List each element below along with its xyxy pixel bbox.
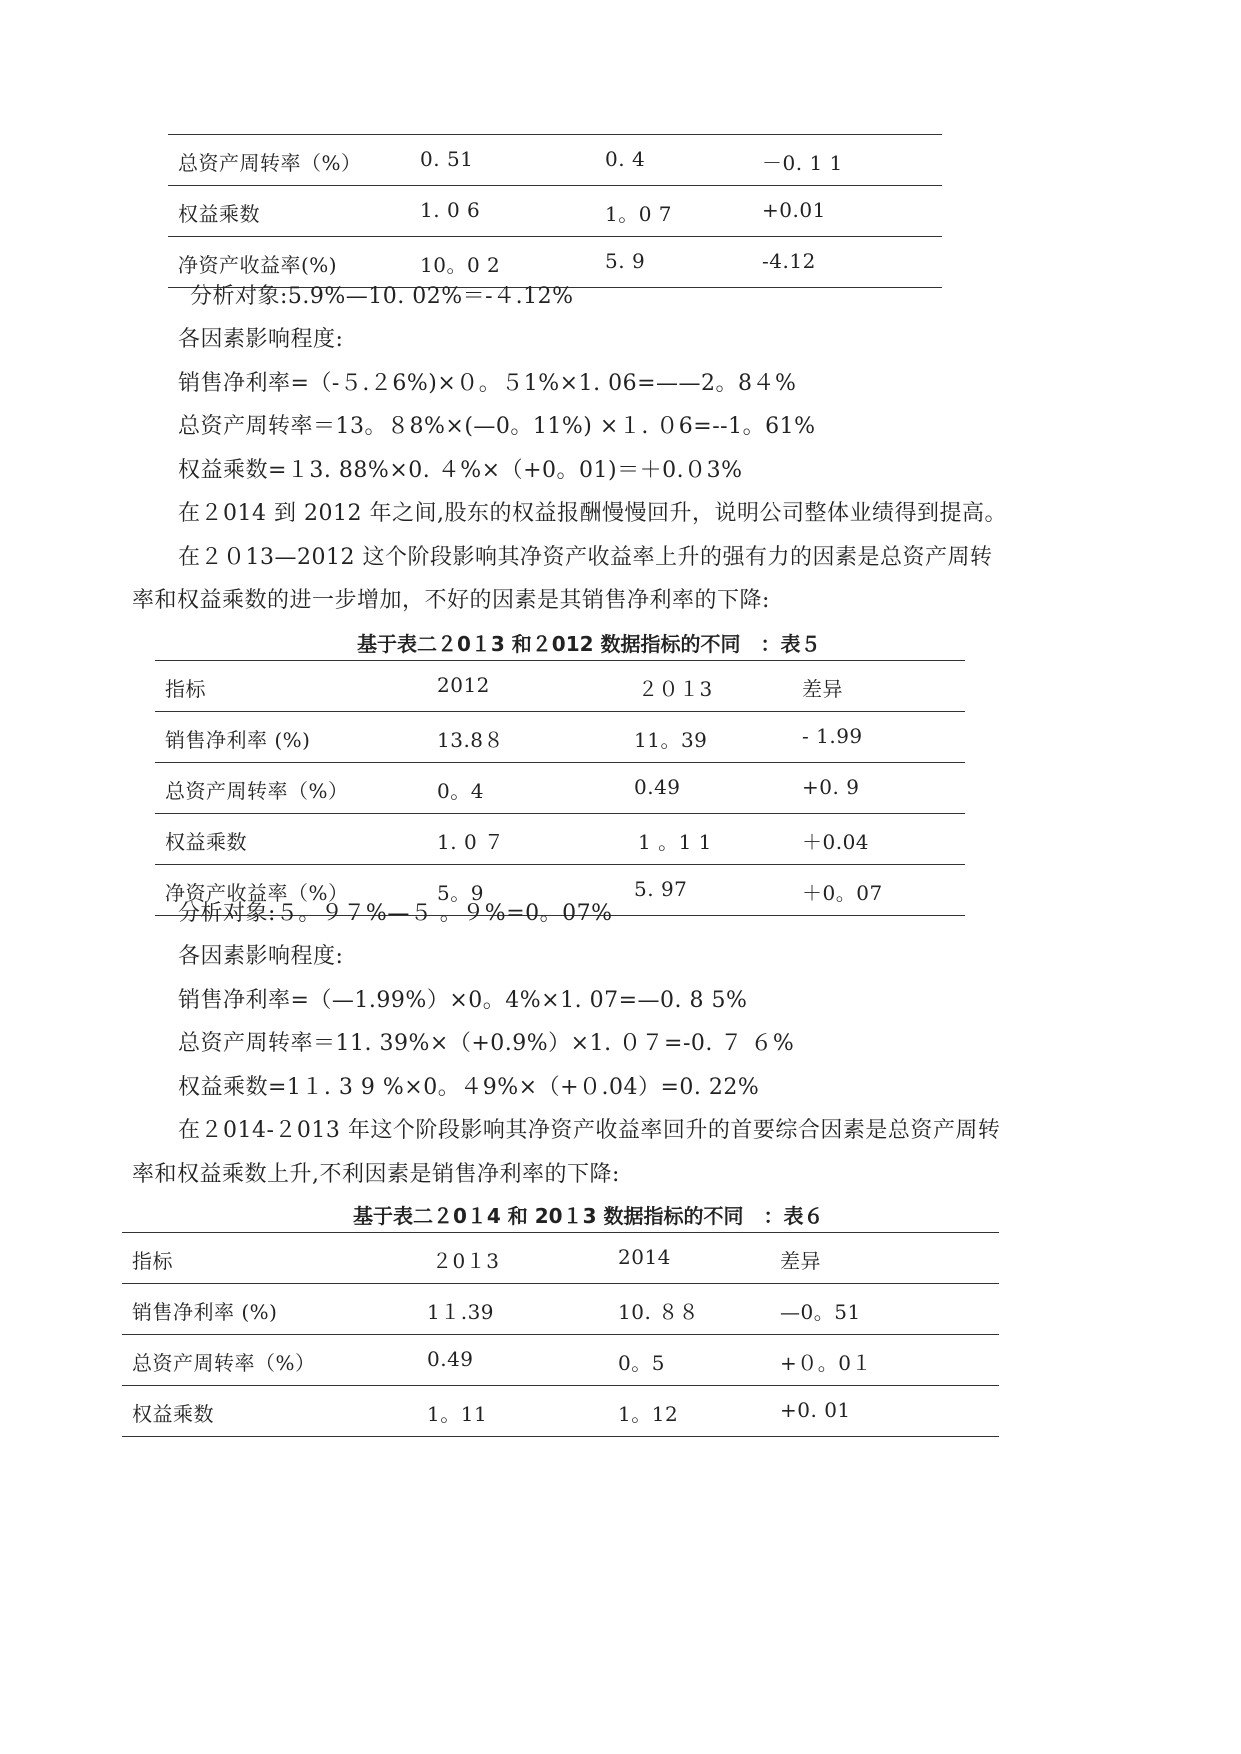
table-cell: 1。0 7	[605, 202, 673, 226]
table-cell: 2012	[437, 673, 490, 697]
factor-equity-multiplier: 权益乘数=１3. 88%×0. ４%×（+0。01)＝＋0.０3%	[178, 458, 743, 483]
table-cell: 总资产周转率（%）	[178, 151, 362, 175]
factors-title: 各因素影响程度:	[178, 944, 344, 969]
table-cell: 1１.39	[427, 1300, 495, 1324]
table-row	[155, 814, 965, 865]
table-cell: 10. ８８	[618, 1300, 700, 1324]
table-cell: +0. 9	[802, 775, 860, 799]
table-cell: 0.49	[634, 775, 681, 799]
table-cell: 11。39	[634, 728, 708, 752]
factors-title: 各因素影响程度:	[178, 327, 344, 352]
table-cell: 权益乘数	[178, 202, 260, 226]
paragraph: 率和权益乘数的进一步增加，不好的因素是其销售净利率的下降:	[132, 588, 770, 613]
table-cell: 0。4	[437, 779, 484, 803]
table-cell: 1. 0 ７	[437, 830, 505, 854]
table-cell: 5。9	[437, 881, 484, 905]
paragraph: 率和权益乘数上升,不利因素是销售净利率的下降:	[132, 1162, 620, 1187]
table-cell: 总资产周转率（%）	[132, 1351, 316, 1375]
factor-net-profit-margin: 销售净利率=（—1.99%）×0。4%×1. 07=—0. 8 5%	[178, 988, 748, 1013]
table-cell: 5. 9	[605, 249, 646, 273]
table-row	[122, 1335, 999, 1386]
table-cell: 1 。1 1	[638, 830, 712, 854]
table-cell: 0。5	[618, 1351, 665, 1375]
paragraph: 在２０13—2012 这个阶段影响其净资产收益率上升的强有力的因素是总资产周转	[178, 545, 993, 570]
table-cell: +0. 01	[780, 1398, 851, 1422]
table-row	[155, 660, 965, 712]
table-cell: 1。12	[618, 1402, 679, 1426]
table-5	[155, 660, 965, 916]
table-cell: 指标	[132, 1249, 173, 1273]
table-6	[122, 1232, 999, 1437]
analysis-object: 分析对象:5.9%—10. 02%＝-４.12%	[190, 284, 574, 309]
table-cell: 5. 97	[634, 877, 688, 901]
table-cell: 1。11	[427, 1402, 488, 1426]
table-cell: ＋0.04	[802, 830, 870, 854]
table-cell: ＋0。07	[802, 881, 883, 905]
table-cell: 权益乘数	[165, 830, 247, 854]
table-cell: +0.01	[762, 198, 826, 222]
table-cell: 差异	[780, 1249, 821, 1273]
table-row	[155, 712, 965, 763]
factor-equity-multiplier: 权益乘数=1１. 3 9 %×0。４9%×（+０.04）=0. 22%	[178, 1075, 760, 1100]
table-cell: 0. 4	[605, 147, 646, 171]
table-cell: 13.8８	[437, 728, 505, 752]
table-cell: +０。0１	[780, 1351, 872, 1375]
table-row	[168, 134, 942, 186]
table-cell: 指标	[165, 677, 206, 701]
table-cell: - 1.99	[802, 724, 863, 748]
table-cell: 权益乘数	[132, 1402, 214, 1426]
table-row	[122, 1284, 999, 1335]
table-top	[168, 134, 942, 288]
table-cell: 差异	[802, 677, 843, 701]
paragraph: 在２014 到 2012 年之间,股东的权益报酬慢慢回升，说明公司整体业绩得到提高。	[178, 501, 1007, 526]
table-cell: -4.12	[762, 249, 816, 273]
table-row	[122, 1232, 999, 1284]
table-cell: 销售净利率 (%)	[165, 728, 311, 752]
table-cell: 2014	[618, 1245, 671, 1269]
factor-net-profit-margin: 销售净利率=（-５.２6%)×０。５1%×1. 06=——2。8４%	[178, 371, 797, 396]
table-row	[155, 763, 965, 814]
table-caption: 基于表二２0１4 和 20１3 数据指标的不同 ：表６	[353, 1204, 824, 1228]
table-cell: 总资产周转率（%）	[165, 779, 349, 803]
table-cell: 0.49	[427, 1347, 474, 1371]
table-cell: 1. 0 6	[420, 198, 481, 222]
table-cell: 净资产收益率（%）	[165, 881, 349, 905]
factor-asset-turnover: 总资产周转率＝13。８8%×(—0。11%) ×１. ０6=--1。61%	[178, 414, 816, 439]
table-caption: 基于表二２0１3 和２012 数据指标的不同 ：表５	[357, 632, 821, 656]
table-cell: ２0１3	[432, 1249, 500, 1273]
table-cell: 10。0 2	[420, 253, 501, 277]
table-row	[122, 1386, 999, 1437]
table-cell: —0。51	[780, 1300, 861, 1324]
table-cell: 0. 51	[420, 147, 474, 171]
table-cell: －0. 1 1	[762, 151, 843, 175]
table-cell: ２０１3	[638, 677, 713, 701]
table-cell: 销售净利率 (%)	[132, 1300, 278, 1324]
table-cell: 净资产收益率(%)	[178, 253, 338, 277]
analysis-object: 分析对象:５。９７%—５ 。９%=0。07%	[178, 901, 613, 926]
factor-asset-turnover: 总资产周转率＝11. 39%×（+0.9%）×1. ０７=-0. ７ ６%	[178, 1031, 795, 1056]
table-row	[168, 186, 942, 237]
paragraph: 在２014-２013 年这个阶段影响其净资产收益率回升的首要综合因素是总资产周转	[178, 1118, 1001, 1143]
